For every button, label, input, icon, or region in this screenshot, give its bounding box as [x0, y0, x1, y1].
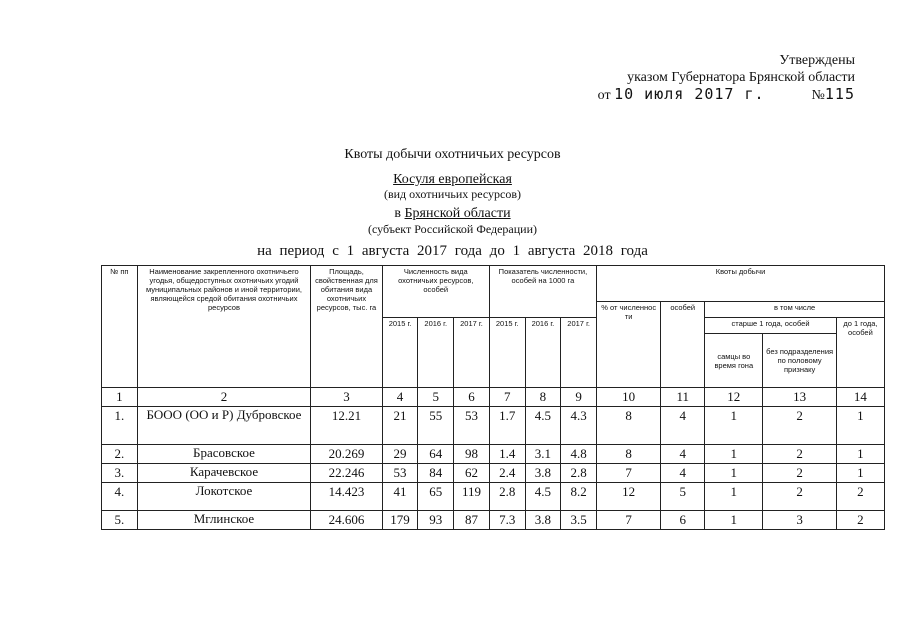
cell-males: 1 [705, 407, 763, 445]
cell-pct: 8 [597, 445, 661, 464]
cell-area: 24.606 [311, 511, 382, 530]
cell-p2017: 119 [454, 483, 490, 511]
cell-area: 14.423 [311, 483, 382, 511]
cell-n: 4. [102, 483, 138, 511]
cell-p2016: 84 [418, 464, 454, 483]
approval-date: 10 июля 2017 г. [614, 85, 765, 103]
cell-n: 5. [102, 511, 138, 530]
table-row [102, 464, 885, 483]
header-area: Площадь, свойственная для обитания вида охотничьих ресурсов, тыс. га [311, 266, 382, 388]
cell-d2015: 2.8 [489, 483, 525, 511]
column-number-row [102, 388, 885, 407]
cell-name: Брасовское [137, 445, 311, 464]
column-number: 11 [661, 388, 705, 407]
column-number: 7 [489, 388, 525, 407]
column-number: 14 [836, 388, 884, 407]
cell-young: 2 [836, 483, 884, 511]
cell-d2017: 8.2 [561, 483, 597, 511]
cell-p2016: 55 [418, 407, 454, 445]
header-population: Численность вида охотничьих ресурсов, особей [382, 266, 489, 318]
table-row [102, 483, 885, 511]
header-den-2015: 2015 г. [489, 318, 525, 388]
header-density: Показатель численности, особей на 1000 га [489, 266, 596, 318]
column-number: 10 [597, 388, 661, 407]
cell-count: 6 [661, 511, 705, 530]
cell-young: 1 [836, 445, 884, 464]
cell-p2015: 21 [382, 407, 418, 445]
number-prefix: № [811, 88, 825, 103]
column-number: 6 [454, 388, 490, 407]
cell-count: 4 [661, 407, 705, 445]
header-young: до 1 года, особей [836, 318, 884, 388]
cell-area: 22.246 [311, 464, 382, 483]
cell-d2015: 7.3 [489, 511, 525, 530]
column-number: 2 [137, 388, 311, 407]
header-index: № пп [102, 266, 138, 388]
cell-count: 5 [661, 483, 705, 511]
region-caption: (субъект Российской Федерации) [367, 222, 538, 236]
header-males: самцы во время гона [705, 334, 763, 388]
cell-n: 2. [102, 445, 138, 464]
cell-d2015: 2.4 [489, 464, 525, 483]
header-quota: Квоты добычи [597, 266, 885, 302]
table-row [102, 407, 885, 445]
cell-nosplit: 2 [763, 445, 836, 464]
column-number: 12 [705, 388, 763, 407]
header-no-split: без подразделения по половому признаку [763, 334, 836, 388]
column-number: 1 [102, 388, 138, 407]
cell-p2015: 29 [382, 445, 418, 464]
cell-p2017: 53 [454, 407, 490, 445]
document-title: Квоты добычи охотничьих ресурсов [344, 147, 561, 162]
cell-area: 12.21 [311, 407, 382, 445]
cell-males: 1 [705, 483, 763, 511]
species-name: Косуля европейская [393, 172, 512, 187]
cell-d2015: 1.4 [489, 445, 525, 464]
header-pop-2015: 2015 г. [382, 318, 418, 388]
cell-d2017: 4.3 [561, 407, 597, 445]
column-number: 8 [525, 388, 561, 407]
header-pop-2016: 2016 г. [418, 318, 454, 388]
region-line [0, 206, 905, 222]
approval-line-2: указом Губернатора Брянской области [627, 70, 855, 85]
cell-nosplit: 2 [763, 483, 836, 511]
cell-area: 20.269 [311, 445, 382, 464]
cell-males: 1 [705, 511, 763, 530]
cell-d2017: 2.8 [561, 464, 597, 483]
cell-name: Мглинское [137, 511, 311, 530]
cell-n: 3. [102, 464, 138, 483]
cell-males: 1 [705, 464, 763, 483]
cell-p2017: 98 [454, 445, 490, 464]
cell-nosplit: 2 [763, 464, 836, 483]
cell-males: 1 [705, 445, 763, 464]
cell-d2016: 3.1 [525, 445, 561, 464]
cell-d2015: 1.7 [489, 407, 525, 445]
cell-d2016: 4.5 [525, 407, 561, 445]
cell-count: 4 [661, 445, 705, 464]
header-including: в том числе [705, 302, 885, 318]
cell-p2017: 62 [454, 464, 490, 483]
cell-p2016: 93 [418, 511, 454, 530]
column-number: 4 [382, 388, 418, 407]
cell-young: 1 [836, 464, 884, 483]
cell-name: БООО (ОО и Р) Дубровское [137, 407, 311, 445]
region-prefix: в [394, 206, 402, 221]
cell-d2016: 3.8 [525, 511, 561, 530]
cell-count: 4 [661, 464, 705, 483]
column-number: 5 [418, 388, 454, 407]
cell-d2017: 3.5 [561, 511, 597, 530]
cell-young: 2 [836, 511, 884, 530]
cell-p2016: 64 [418, 445, 454, 464]
header-quota-percent: % от численнос ти [597, 302, 661, 388]
header-older: старше 1 года, особей [705, 318, 837, 334]
approval-line-1: Утверждены [779, 53, 855, 68]
cell-d2017: 4.8 [561, 445, 597, 464]
column-number: 3 [311, 388, 382, 407]
column-number: 9 [561, 388, 597, 407]
cell-name: Карачевское [137, 464, 311, 483]
cell-pct: 8 [597, 407, 661, 445]
approval-date-line [596, 86, 855, 104]
header-name: Наименование закрепленного охотничьего угодья, общедоступных охотничьих угодий муниципальных районов и иной территории, являющейся средой обитания охотничьих ресурсов [137, 266, 311, 388]
header-pop-2017: 2017 г. [454, 318, 490, 388]
table-row [102, 445, 885, 464]
approval-block [596, 52, 855, 104]
cell-nosplit: 2 [763, 407, 836, 445]
cell-n: 1. [102, 407, 138, 445]
table-row [102, 511, 885, 530]
region-name: Брянской области [404, 206, 511, 221]
cell-p2015: 53 [382, 464, 418, 483]
cell-pct: 12 [597, 483, 661, 511]
cell-p2015: 179 [382, 511, 418, 530]
cell-p2015: 41 [382, 483, 418, 511]
quota-table [101, 265, 885, 530]
cell-p2016: 65 [418, 483, 454, 511]
cell-p2017: 87 [454, 511, 490, 530]
cell-name: Локотское [137, 483, 311, 511]
period-line: на период с 1 августа 2017 года до 1 августа 2018 года [257, 243, 648, 259]
approval-number: 115 [824, 85, 855, 103]
header-den-2016: 2016 г. [525, 318, 561, 388]
header-quota-count: особей [661, 302, 705, 388]
data-rows [102, 407, 885, 530]
cell-nosplit: 3 [763, 511, 836, 530]
cell-d2016: 3.8 [525, 464, 561, 483]
cell-pct: 7 [597, 511, 661, 530]
header-den-2017: 2017 г. [561, 318, 597, 388]
cell-young: 1 [836, 407, 884, 445]
cell-pct: 7 [597, 464, 661, 483]
column-number: 13 [763, 388, 836, 407]
species-caption: (вид охотничьих ресурсов) [383, 187, 522, 201]
date-prefix: от [597, 88, 611, 103]
cell-d2016: 4.5 [525, 483, 561, 511]
